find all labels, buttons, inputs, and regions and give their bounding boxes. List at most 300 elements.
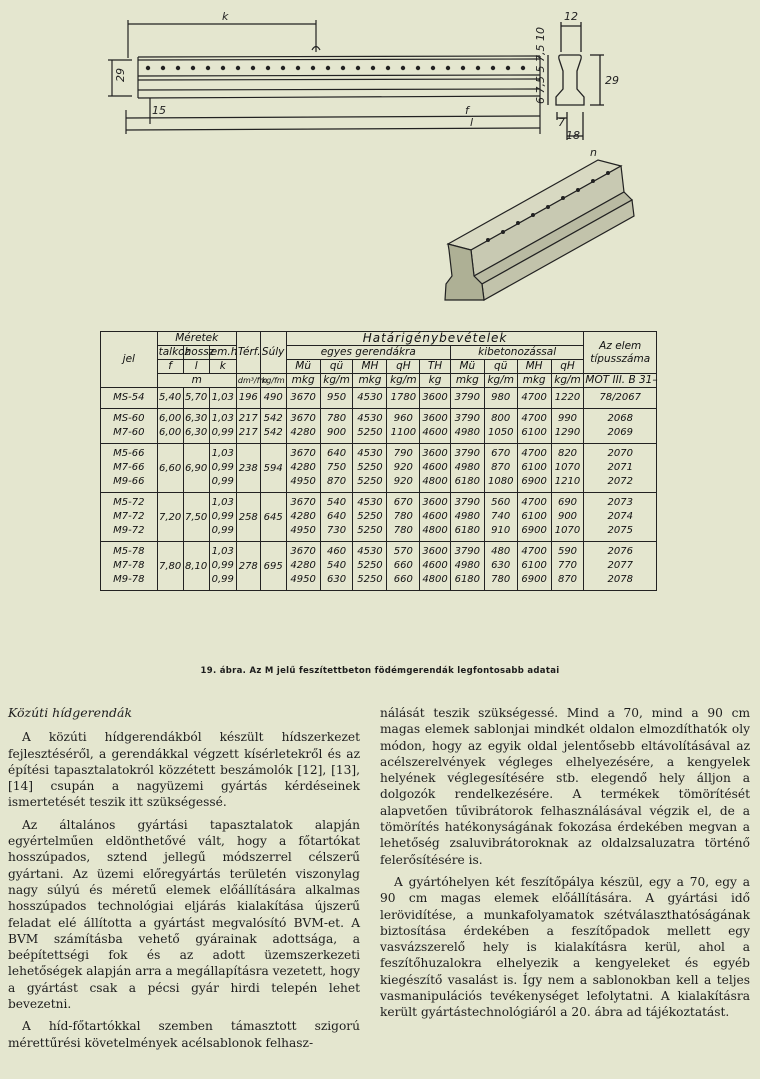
dim-29-section-label: 29: [605, 74, 619, 87]
header-kmh: MH: [517, 360, 551, 374]
cell-l: [183, 388, 209, 409]
unit-kgfm: kg/fm: [260, 374, 286, 388]
cell-terf: 278: [236, 542, 260, 591]
unit-kqh: kg/m: [551, 374, 584, 388]
cell-mh: [353, 542, 387, 591]
dim-f-label: f: [465, 104, 469, 117]
header-talkoz: talkoz: [158, 346, 191, 358]
cell-kmu-value: 3790: [454, 392, 481, 403]
cell-f: [157, 409, 183, 444]
cell-qh: [387, 388, 420, 409]
dim-29-side-label: 29: [114, 68, 127, 82]
beam-perspective: [445, 160, 634, 300]
cell-kmh: [517, 493, 551, 542]
cell-qh-value: 960: [393, 413, 413, 424]
cell-th-value: 4800: [422, 574, 448, 585]
cell-kqu-value: 1080: [487, 476, 514, 487]
beam-technical-drawing: [0, 0, 760, 330]
cell-k-value: 1,03: [211, 497, 234, 508]
cell-suly: [260, 388, 286, 409]
cell-qh-value: 670: [393, 497, 413, 508]
cell-suly-value: 542: [263, 427, 283, 438]
cell-kqh-value: 1070: [554, 525, 581, 536]
cell-kqh-value: 1070: [554, 462, 581, 473]
unit-kmu: mkg: [450, 374, 484, 388]
cell-qh: [387, 444, 420, 493]
beam-elevation: [108, 20, 540, 134]
cell-mu-value: 4280: [290, 511, 316, 522]
cell-k-value: 1,03: [211, 448, 234, 459]
cell-qu: [320, 388, 353, 409]
cell-mh-value: 4530: [357, 448, 383, 459]
cell-qu-value: 950: [327, 392, 347, 403]
cell-k: [209, 409, 236, 444]
header-kqh: qH: [551, 360, 584, 374]
cell-jel: [101, 542, 158, 591]
cell-kqu-value: 870: [491, 462, 511, 473]
cell-kqh: [551, 409, 584, 444]
cell-f: 7,80: [157, 542, 183, 591]
cell-mh: [353, 444, 387, 493]
cell-kmh-value: 4700: [521, 392, 547, 403]
cell-qh-value: 780: [393, 511, 413, 522]
cell-kmh-value: 6900: [521, 574, 547, 585]
cell-kmu-value: 3790: [454, 448, 481, 459]
cell-f: 7,20: [157, 493, 183, 542]
figure-caption: 19. ábra. Az M jelű feszítettbeton födémgerendák legfontosabb adatai: [200, 666, 560, 676]
cell-kqu: [484, 388, 517, 409]
cell-tipus: [584, 542, 657, 591]
cell-mu-value: 4950: [290, 574, 316, 585]
cell-kmu-value: 6180: [454, 476, 481, 487]
cell-jel-value: MS-60: [113, 413, 145, 424]
table-row: [101, 409, 657, 444]
cell-qh-value: 920: [393, 476, 413, 487]
cell-k-value: 1,03: [211, 546, 234, 557]
cell-qu-value: 540: [327, 560, 347, 571]
header-tipusszam: Az elem típusszáma: [584, 332, 657, 374]
cell-th-value: 4600: [422, 462, 448, 473]
cell-tipus-value: 2076: [607, 546, 633, 557]
cell-qh-value: 780: [393, 525, 413, 536]
cell-jel: [101, 444, 158, 493]
cell-mh-value: 4530: [357, 413, 383, 424]
header-kqu: qü: [484, 360, 517, 374]
cell-suly-value: 490: [263, 392, 283, 403]
cell-k-value: 0,99: [211, 511, 234, 522]
cell-qu-value: 460: [327, 546, 347, 557]
beam-data-table: [100, 331, 657, 591]
cell-th-value: 4600: [422, 427, 448, 438]
cell-qh: [387, 493, 420, 542]
cell-th: [420, 388, 451, 409]
cell-kqh: [551, 388, 584, 409]
cell-jel-value: M9-72: [113, 525, 145, 536]
dim-12-label: 12: [564, 10, 578, 23]
cell-kqh: [551, 444, 584, 493]
cell-jel-value: M7-72: [113, 511, 145, 522]
cell-mh-value: 5250: [357, 560, 383, 571]
cell-terf: [236, 409, 260, 444]
cell-qh: [387, 542, 420, 591]
cell-kmh-value: 6900: [521, 525, 547, 536]
unit-qu: kg/m: [320, 374, 353, 388]
beam-cross-section: [548, 22, 604, 140]
cell-tipus: [584, 388, 657, 409]
cell-th: [420, 409, 451, 444]
cell-kmh: [517, 444, 551, 493]
cell-tipus-value: 2068: [607, 413, 633, 424]
cell-kqu-value: 780: [491, 574, 511, 585]
cell-tipus-value: 2077: [607, 560, 633, 571]
cell-f-value: 5,40: [158, 392, 182, 403]
text-column-left: [8, 705, 360, 1057]
cell-qu-value: 780: [327, 413, 347, 424]
cell-th: [420, 493, 451, 542]
text-column-right: [380, 705, 750, 1027]
cell-mu-value: 3670: [290, 392, 316, 403]
cell-kqh-value: 690: [557, 497, 578, 508]
cell-tipus-value: 2074: [607, 511, 633, 522]
cell-kqh-value: 820: [557, 448, 578, 459]
cell-qh-value: 1100: [390, 427, 417, 438]
cell-mh-value: 5250: [357, 427, 383, 438]
cell-terf: [236, 388, 260, 409]
cell-jel: [101, 409, 158, 444]
cell-qu: [320, 444, 353, 493]
cell-qu-value: 640: [327, 448, 347, 459]
header-hossz: hossz: [184, 346, 215, 358]
cell-kmh-value: 6900: [521, 476, 547, 487]
cell-tipus-value: 78/2067: [599, 392, 641, 403]
cell-tipus-value: 2075: [607, 525, 633, 536]
header-jel: jel: [101, 332, 158, 388]
cell-kqu-value: 630: [491, 560, 511, 571]
cell-mu: [286, 409, 320, 444]
cell-th-value: 4600: [422, 511, 448, 522]
cell-mu: [286, 388, 320, 409]
dim-15-label: 15: [152, 104, 166, 117]
cell-k-value: 0,99: [211, 427, 234, 438]
cell-tipus-value: 2072: [607, 476, 633, 487]
cell-kqh-value: 870: [557, 574, 578, 585]
cell-kmu: [450, 542, 484, 591]
cell-kmu-value: 4980: [454, 427, 481, 438]
cell-tipus-value: 2070: [607, 448, 633, 459]
unit-kqu: kg/m: [484, 374, 517, 388]
cell-th-value: 3600: [422, 448, 448, 459]
cell-th-value: 4800: [422, 525, 448, 536]
cell-qu: [320, 493, 353, 542]
header-suly: Súly: [260, 332, 286, 374]
beam-holes: [146, 66, 525, 70]
cell-kmh-value: 4700: [521, 546, 547, 557]
cell-kqh-value: 1220: [554, 392, 581, 403]
paragraph: A közúti hídgerendákból készült hídszerkezet fejlesztéséről, a gerendákkal végzett kísérletekről és az építési tapasztalatokról közzétett beszámolók [12], [13], [14] csupán a nagyüzemi gyártás kérdéseinek ismertetését teszik itt szükségessé.: [8, 730, 360, 810]
cell-k-value: 0,99: [211, 476, 234, 487]
cell-mh-value: 5250: [357, 525, 383, 536]
cell-th-value: 3600: [422, 546, 448, 557]
unit-m: m: [157, 374, 236, 388]
cell-kqu-value: 740: [491, 511, 511, 522]
cell-mu-value: 3670: [290, 448, 316, 459]
cell-jel-value: M9-78: [113, 574, 145, 585]
cell-k-value: 1,03: [211, 413, 234, 424]
cell-l: 8,10: [183, 542, 209, 591]
cell-mu-value: 3670: [290, 497, 316, 508]
header-mot: MOT III. B 31–: [585, 374, 658, 386]
cell-mh: [353, 388, 387, 409]
cell-th-value: 4800: [422, 476, 448, 487]
paragraph: Az általános gyártási tapasztalatok alapján egyértelműen eldönthetővé vált, hogy a főtartókat hosszúpados, sztend jellegű módszerrel célszerű gyártani. Az üzemi előregyártás területén viszonylag nagy súlyú és méretű elemek előállítására alkalmas hosszúpados technológiai eljárás kialakítása újszerű feladat elé állította a gyártást megvalósító BVM-et. A BVM számításba vehető gyárainak adottsága, a beépítettségi fok és az adott üzemszerkezeti lehetőségek alapján arra a megállapításra vezetett, hogy a gyártást csak a pécsi gyár hirdi telepén lehet bevezetni.: [8, 817, 360, 1012]
header-mu: Mü: [286, 360, 320, 374]
cell-th-value: 3600: [422, 392, 448, 403]
unit-dm3: dm³/fm: [236, 374, 260, 388]
table-row: [101, 493, 657, 542]
cell-qh-value: 790: [393, 448, 413, 459]
cell-tipus: [584, 409, 657, 444]
header-kmu: Mü: [450, 360, 484, 374]
cell-kmh-value: 4700: [521, 413, 547, 424]
cell-terf: 238: [236, 444, 260, 493]
header-qu: qü: [320, 360, 353, 374]
cell-mu-value: 4950: [290, 525, 316, 536]
cell-kmu: [450, 444, 484, 493]
cell-qu-value: 640: [327, 511, 347, 522]
cell-terf: 258: [236, 493, 260, 542]
cell-jel-value: M7-78: [113, 560, 145, 571]
cell-qh: [387, 409, 420, 444]
section-heading: Közúti hídgerendák: [8, 705, 133, 720]
header-emh: em.h: [210, 346, 238, 358]
cell-jel-value: M5-72: [113, 497, 145, 508]
cell-l: [183, 409, 209, 444]
cell-kqh-value: 1210: [554, 476, 581, 487]
cell-th: [420, 542, 451, 591]
header-hatarigenybevetelek: Határigénybevételek: [286, 332, 584, 346]
cell-kqu-value: 670: [491, 448, 511, 459]
cell-kmu-value: 6180: [454, 525, 481, 536]
dim-7-label: 7: [558, 116, 565, 129]
cell-kqu: [484, 542, 517, 591]
cell-kmh-value: 6100: [521, 511, 547, 522]
cell-jel-value: M7-66: [113, 462, 145, 473]
cell-kmu-value: 4980: [454, 511, 481, 522]
cell-terf-value: 196: [238, 392, 258, 403]
cell-qu: [320, 542, 353, 591]
cell-f: 6,60: [157, 444, 183, 493]
cell-mu-value: 4950: [290, 476, 316, 487]
cell-mu-value: 4280: [290, 560, 316, 571]
cell-qh-value: 660: [393, 574, 413, 585]
cell-kmu-value: 3790: [454, 546, 481, 557]
cell-mu-value: 4280: [290, 462, 316, 473]
cell-kqu: [484, 444, 517, 493]
cell-mu-value: 4280: [290, 427, 316, 438]
cell-jel-value: M9-66: [113, 476, 145, 487]
cell-l-value: 6,30: [185, 413, 208, 424]
cell-suly-value: 542: [263, 413, 283, 424]
cell-k: [209, 493, 236, 542]
cell-k-value: 0,99: [211, 525, 234, 536]
cell-suly: 594: [260, 444, 286, 493]
cell-kmu-value: 3790: [454, 497, 481, 508]
cell-jel-value: M7-60: [113, 427, 145, 438]
cell-l-value: 6,30: [185, 427, 208, 438]
cell-mh-value: 5250: [357, 462, 383, 473]
cell-mh-value: 4530: [357, 392, 383, 403]
cell-th-value: 4600: [422, 560, 448, 571]
cell-kmu: [450, 493, 484, 542]
cell-jel-value: MS-54: [113, 392, 145, 403]
header-th: TH: [420, 360, 451, 374]
cell-mh: [353, 409, 387, 444]
table-row: [101, 542, 657, 591]
cell-jel-value: M5-78: [113, 546, 145, 557]
cell-f-value: 6,00: [158, 413, 182, 424]
cell-suly: 695: [260, 542, 286, 591]
cell-qu-value: 540: [327, 497, 347, 508]
cell-qu-value: 750: [327, 462, 347, 473]
cell-k: [209, 388, 236, 409]
cell-mu: [286, 542, 320, 591]
cell-jel-value: M5-66: [113, 448, 145, 459]
header-qh: qH: [387, 360, 420, 374]
dim-k-label: k: [222, 10, 229, 23]
cell-l-value: 5,70: [185, 392, 208, 403]
cell-qu-value: 630: [327, 574, 347, 585]
cell-tipus: [584, 444, 657, 493]
dim-18-label: 18: [566, 129, 580, 142]
cell-mu: [286, 444, 320, 493]
cell-tipus-value: 2069: [607, 427, 633, 438]
cell-f-value: 6,00: [158, 427, 182, 438]
cell-th-value: 3600: [422, 413, 448, 424]
cell-kqu-value: 800: [491, 413, 511, 424]
cell-tipus-value: 2071: [607, 462, 633, 473]
cell-kqu-value: 480: [491, 546, 511, 557]
cell-kqu: [484, 409, 517, 444]
cell-k-value: 0,99: [211, 462, 234, 473]
header-l: l: [183, 360, 209, 374]
cell-l: 6,90: [183, 444, 209, 493]
cell-k: [209, 542, 236, 591]
header-kibeton: kibetonozással: [450, 346, 584, 360]
cell-mh-value: 4530: [357, 497, 383, 508]
cell-mh-value: 5250: [357, 511, 383, 522]
cell-f: [157, 388, 183, 409]
cell-mu: [286, 493, 320, 542]
cell-qu: [320, 409, 353, 444]
cell-kmu-value: 6180: [454, 574, 481, 585]
cell-mh-value: 4530: [357, 546, 383, 557]
unit-mh: mkg: [353, 374, 387, 388]
cell-kmu: [450, 409, 484, 444]
cell-qh-value: 920: [393, 462, 413, 473]
paragraph: nálását teszik szükségessé. Mind a 70, mind a 90 cm magas elemek sablonjai mindkét oldalon elmozdíthatók oly módon, hogy az egyik oldal jelentősebb eltávolításával az acélszerelvények végleges elhelyezésére, a kengyelek helyének véglegesítésére stb. elegendő hely álljon a dolgozók rendelkezésére. A termékek tömörítését alapvetően tűvibrátorok felhasználásával végzik el, de a tömörítés hatékonyságának fokozása érdekében megvan a lehetőség zsaluvibrátoroknak az oldalzsaluzatra történő felerősítésére is.: [380, 706, 750, 867]
header-mh: MH: [353, 360, 387, 374]
cell-kqh-value: 770: [557, 560, 578, 571]
dim-l-label: l: [470, 116, 474, 129]
cell-th: [420, 444, 451, 493]
header-meretek: Méretek: [157, 332, 236, 346]
cell-kmh-value: 4700: [521, 497, 547, 508]
cell-kmh: [517, 388, 551, 409]
cell-kqu-value: 560: [491, 497, 511, 508]
cell-kmh-value: 6100: [521, 560, 547, 571]
paragraph: A híd-főtartókkal szemben támasztott szigorú mérettűrési követelmények acélsablonok felhasz-: [8, 1019, 360, 1050]
unit-qh: kg/m: [387, 374, 420, 388]
cell-kmu: [450, 388, 484, 409]
paragraph: A gyártóhelyen két feszítőpálya készül, egy a 70, egy a 90 cm magas elemek előállítására. A gyártási idő lerövidítése, a munkafolyamatok szétválaszthatóságának biztosítása érdekében a feszítőpadok mellett egy vasvázszerelő hely is kialakításra kerül, ahol a feszítőhuzalokra elhelyezik a kengyeleket és egyéb kiegészítő vasalást is. Így nem a sablonokban kell a teljes vasmanipulációs tevékenységet lefolytatni. A kialakításra került gyártástechnológiáról a 20. ábra ad tájékoztatást.: [380, 874, 750, 1020]
cell-qh-value: 1780: [390, 392, 417, 403]
cell-kqh-value: 900: [557, 511, 578, 522]
header-f: f: [157, 360, 183, 374]
cell-jel: [101, 388, 158, 409]
cell-k-value: 1,03: [211, 392, 234, 403]
cell-l: 7,50: [183, 493, 209, 542]
cell-kmh-value: 6100: [521, 427, 547, 438]
cell-tipus-value: 2073: [607, 497, 633, 508]
section-dims-label: 6 7,5 5 7,5 10: [534, 27, 547, 104]
cell-tipus: [584, 493, 657, 542]
cell-tipus-value: 2078: [607, 574, 633, 585]
cell-kmh-value: 6100: [521, 462, 547, 473]
cell-qu-value: 900: [327, 427, 347, 438]
cell-kqh: [551, 493, 584, 542]
header-egyes: egyes gerendákra: [286, 346, 450, 360]
unit-kmh: mkg: [517, 374, 551, 388]
cell-k-value: 0,99: [211, 560, 234, 571]
cell-k: [209, 444, 236, 493]
cell-kqu-value: 1050: [487, 427, 514, 438]
cell-mu-value: 3670: [290, 413, 316, 424]
cell-qu-value: 870: [327, 476, 347, 487]
cell-kqh-value: 990: [557, 413, 578, 424]
cell-terf-value: 217: [238, 427, 258, 438]
cell-kqh-value: 1290: [554, 427, 581, 438]
cell-kqh: [551, 542, 584, 591]
unit-mu: mkg: [286, 374, 320, 388]
cell-terf-value: 217: [238, 413, 258, 424]
cell-kqu-value: 910: [491, 525, 511, 536]
cell-kqu-value: 980: [491, 392, 511, 403]
cell-qh-value: 660: [393, 560, 413, 571]
unit-th: kg: [420, 374, 451, 388]
dim-n-label: n: [590, 146, 597, 159]
header-terf: Térf.: [236, 332, 260, 374]
cell-mu-value: 3670: [290, 546, 316, 557]
table-row: [101, 444, 657, 493]
cell-qu-value: 730: [327, 525, 347, 536]
cell-kmu-value: 3790: [454, 413, 481, 424]
table-row: [101, 388, 657, 409]
cell-kqh-value: 590: [557, 546, 578, 557]
cell-kqu: [484, 493, 517, 542]
cell-qh-value: 570: [393, 546, 413, 557]
cell-mh-value: 5250: [357, 574, 383, 585]
cell-th-value: 3600: [422, 497, 448, 508]
cell-kmh: [517, 409, 551, 444]
cell-mh-value: 5250: [357, 476, 383, 487]
cell-kmh: [517, 542, 551, 591]
cell-suly: 645: [260, 493, 286, 542]
cell-mh: [353, 493, 387, 542]
cell-suly: [260, 409, 286, 444]
cell-kmu-value: 4980: [454, 462, 481, 473]
header-k: k: [209, 360, 236, 374]
cell-kmu-value: 4980: [454, 560, 481, 571]
